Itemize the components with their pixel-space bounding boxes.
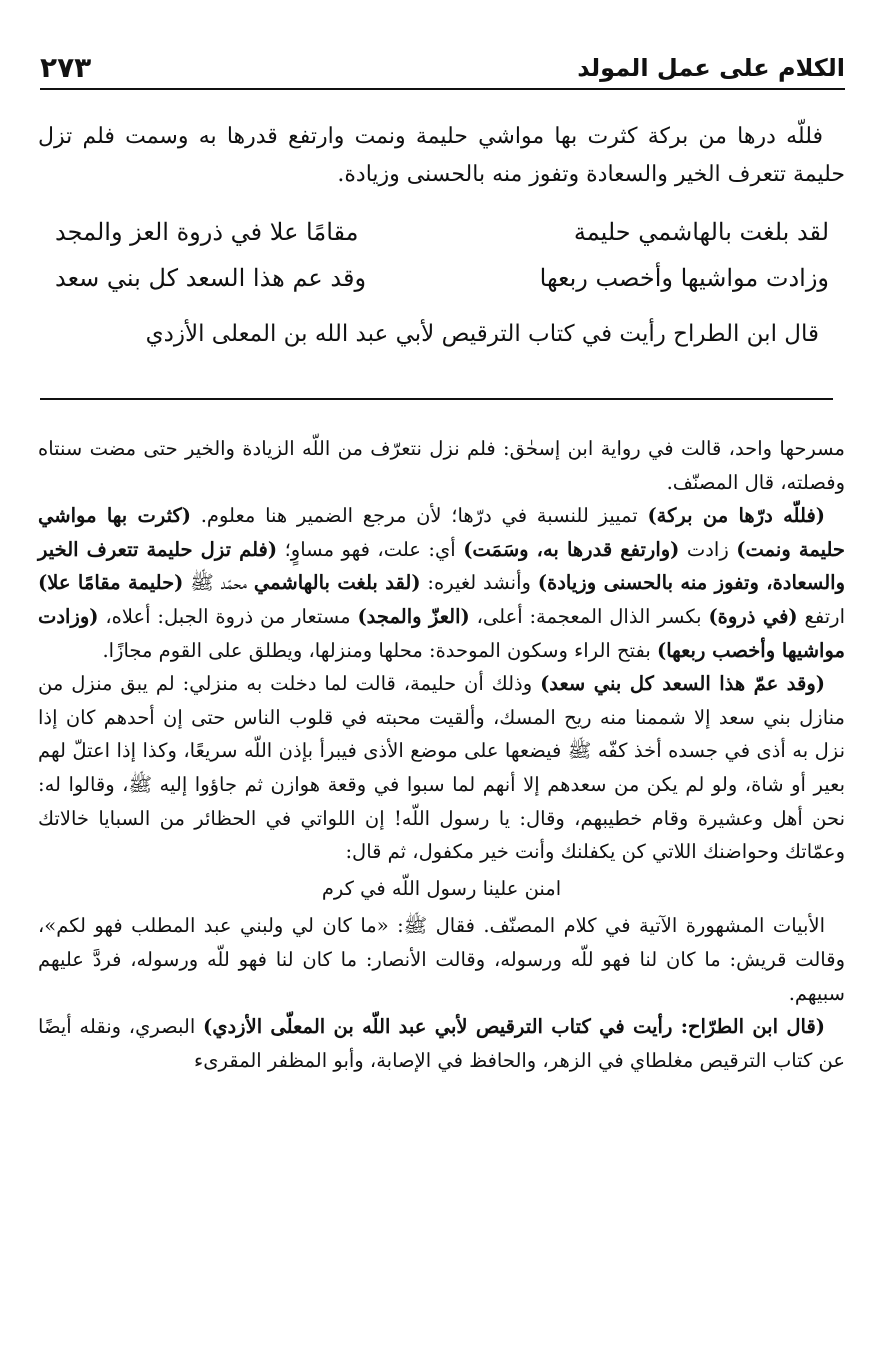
main-closing-line: قال ابن الطراح رأيت في كتاب الترقيص لأبي عبد الله بن المعلى الأزدي: [145, 321, 819, 347]
commentary-block: [38, 432, 845, 1077]
quote: (قال ابن الطرّاح: رأيت في كتاب الترقيص لأبي عبد اللّه بن المعلّى الأزدي): [202, 1015, 825, 1039]
gloss: محمّد ﷺ: [183, 571, 254, 595]
quote: (وارتفع قدرها به، وسَمَت): [463, 537, 680, 561]
quote: (العزّ والمجد): [357, 604, 470, 628]
main-text-block: [38, 118, 845, 194]
quote: (كثرت بها مواشي حليمة ونمت): [38, 504, 845, 561]
poem-verse-2: [55, 258, 829, 298]
gloss: وذلك أن حليمة، قالت لما دخلت به منزلي: لم يبق منزل من منازل بني سعد إلا شممنا منه ريح المسك، وألقيت محبته في قلوب الناس حتى إن أحدهم كان إذا نزل به أذى في جسده أخذ كفّه ﷺ فيضعها على موضع الأذى فيبرأ بإذن اللّه سريعًا، وكذا إذا اعتلّ لهم بعير أو شاة، ولو لم يكن من سعدهم إلا أنهم لما سبوا في وقعة هوازن ثم جاؤوا إليه ﷺ، وقالوا له: نحن أهل وعشيرة وقام خطيبهم، وقال: يا رسول اللّه! إن اللواتي في الحظائر من السبايا خالاتك وعمّاتك وحواضنك اللاتي كن يكفلنك وأنت خير مكفول، ثم قال:: [38, 672, 845, 864]
commentary-paragraph-2: [38, 499, 845, 667]
gloss: بفتح الراء وسكون الموحدة: محلها ومنزلها، ويطلق على القوم مجازًا.: [102, 638, 657, 662]
main-paragraph: فللّه درها من بركة كثرت بها مواشي حليمة ونمت وارتفع قدرها به وسمت فلم تزل حليمة تتعرف الخير والسعادة وتفوز منه بالحسنى وزيادة.: [38, 124, 845, 187]
section-divider: [40, 398, 833, 400]
quote: (حليمة مقامًا علا): [38, 571, 184, 595]
page-header: [40, 42, 845, 90]
commentary-paragraph-4: الأبيات المشهورة الآتية في كلام المصنّف. فقال ﷺ: «ما كان لي ولبني عبد المطلب فهو لكم»، وقالت قريش: ما كان لنا فهو للّه ورسوله، وقالت الأنصار: ما كان لنا فهو للّه ورسوله، فردَّ عليهم سبيهم.: [38, 914, 845, 1005]
gloss: زادت: [679, 537, 737, 561]
gloss: تمييز للنسبة في درّها؛ لأن مرجع الضمير هنا معلوم.: [191, 504, 648, 528]
gloss: مستعار من ذروة الجبل: أعلاه،: [98, 604, 358, 628]
quote: (وقد عمّ هذا السعد كل بني سعد): [540, 672, 825, 696]
gloss: البصري، ونقله أيضًا عن كتاب الترقيص مغلطاي في الزهر، والحافظ في الإصابة، وأبو المظفر المقرىء: [38, 1015, 845, 1072]
gloss: ارتفع: [797, 604, 845, 628]
commentary-paragraph-1: مسرحها واحد، قالت في رواية ابن إسحٰق: فلم نزل نتعرّف من اللّه الزيادة والخير حتى مضت سنتاه وفصلته، قال المصنّف.: [38, 437, 845, 494]
verse-2-second-hemistich: وقد عم هذا السعد كل بني سعد: [55, 264, 367, 292]
quote: (فلم تزل حليمة تتعرف الخير والسعادة، وتفوز منه بالحسنى وزيادة): [38, 537, 846, 595]
running-title: الكلام على عمل المولد: [577, 54, 845, 82]
verse-1-second-hemistich: مقامًا علا في ذروة العز والمجد: [55, 218, 359, 246]
commentary-paragraph-5: [38, 1010, 845, 1077]
gloss: بكسر الذال المعجمة: أعلى،: [469, 604, 709, 628]
quote: (لقد بلغت بالهاشمي: [253, 571, 421, 595]
page-number: ٢٧٣: [40, 51, 92, 84]
quote: (في ذروة): [708, 604, 798, 628]
quote: (فللّه درّها من بركة): [647, 504, 826, 528]
gloss: أي: علت، فهو مساوٍ؛: [277, 537, 464, 561]
commentary-paragraph-3: [38, 667, 845, 869]
commentary-verse: امنن علينا رسول اللّه في كرم: [321, 876, 562, 900]
quote: (وزادت مواشيها وأخصب ربعها): [38, 604, 845, 662]
verse-1-first-hemistich: لقد بلغت بالهاشمي حليمة: [573, 218, 829, 246]
gloss: وأنشد لغيره:: [420, 571, 538, 595]
verse-2-first-hemistich: وزادت مواشيها وأخصب ربعها: [539, 264, 829, 292]
poem-verse-1: [55, 212, 829, 252]
